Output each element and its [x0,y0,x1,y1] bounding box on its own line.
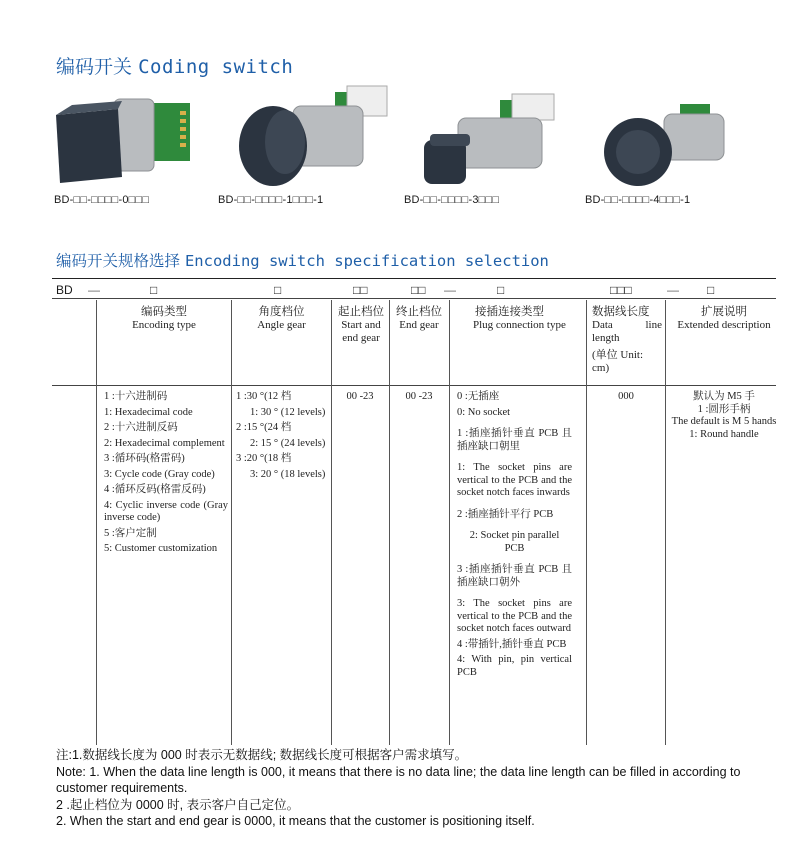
title-zh: 编码开关 [56,56,133,78]
list-item: 2 :插座插针平行 PCB [457,508,554,520]
code-box-start: □□ [353,283,368,297]
col-divider [231,300,232,745]
header-bottom-rule [52,385,776,386]
model-code-3: BD-□□-□□□□-3□□□ [404,194,500,206]
model-code-0: BD-□□-□□□□-0□□□ [54,194,150,206]
header-extended-description: 扩展说明 Extended description [677,306,771,331]
list-item: 1: The socket pins are vertical to the PCB and the socket notch faces inwards [457,462,572,498]
cell-angle-gears [236,391,328,484]
code-box-angle: □ [274,283,282,297]
list-item: 3: The socket pins are vertical to the PCB and the socket notch faces outward [457,598,572,634]
cell-dataline-value: 000 [618,391,634,402]
code-dash: — [88,283,100,297]
col-divider [389,300,390,745]
list-item: 3 :20 °(18 档 [236,453,292,464]
cell-start-value: 00 -23 [346,391,374,402]
code-box-extended: □ [707,283,715,297]
notes [56,747,786,830]
list-item: 默认为 M5 手 [693,391,755,402]
code-box-end: □□ [411,283,426,297]
header-plug-connection: 接插连接类型 Plug connection type [473,306,566,331]
product-image-1 [235,80,395,190]
title-zh: 编码开关规格选择 [56,252,181,270]
note-line: 注:1.数据线长度为 000 时表示无数据线; 数据线长度可根据客户需求填写。 [56,748,468,762]
model-code-1: BD-□□-□□□□-1□□□-1 [218,194,324,206]
code-dash: — [667,283,679,297]
col-divider [586,300,587,745]
list-item: 4 :带插针,插针垂直 PCB [457,638,567,650]
list-item: 1: Hexadecimal code [104,406,193,418]
col-divider [96,300,97,745]
note-line: 2. When the start and end gear is 0000, it means that the customer is positioning itself. [56,814,535,828]
list-item: 1 :圆形手柄 [697,403,751,415]
col-divider [449,300,450,745]
cell-plug-types [457,391,572,682]
list-item: 3 :循环码(格雷码) [104,453,185,464]
list-item: 1 :插座插针垂直 PCB 且插座缺口朝里 [457,428,572,452]
list-item: 3: Cycle code (Gray code) [104,468,215,480]
header-start-gear: 起止档位 Start and end gear [338,306,384,344]
table-top-rule [52,278,776,279]
title-en: Encoding switch specification selection [184,252,549,270]
section-title-spec-selection [56,249,549,271]
list-item: 1: Round handle [689,428,759,440]
list-item: 1 :十六进制码 [104,391,168,402]
product-image-4 [600,100,735,192]
product-image-3 [418,92,563,192]
list-item: 2 :15 °(24 档 [236,422,292,433]
header-data-line-length: 数据线长度 Data line length (单位 Unit: cm) [592,306,662,374]
header-end-gear: 终止档位 End gear [396,306,442,331]
list-item: 2 :十六进制反码 [104,422,178,433]
cell-encoding-types [104,391,228,559]
list-item: 1 :30 °(12 档 [236,391,292,402]
header-angle-gear: 角度档位 Angle gear [257,306,306,331]
col-divider [665,300,666,745]
note-line: 2 .起止档位为 0000 时, 表示客户自己定位。 [56,797,300,812]
note-line: Note: 1. When the data line length is 000, it means that there is no data line; the data line length can be filled in according to customer requirements. [56,764,741,795]
header-encoding-type: 编码类型 Encoding type [132,306,196,331]
code-prefix: BD [56,283,73,297]
code-row-rule [52,298,776,299]
list-item: 3 :插座插针垂直 PCB 且插座缺口朝外 [457,564,572,588]
list-item: 2: Hexadecimal complement [104,437,225,449]
list-item: 5: Customer customization [104,543,218,554]
list-item: 2: 15 ° (24 levels) [250,437,326,449]
code-dash: — [444,283,456,297]
list-item: 5 :客户定制 [104,527,157,539]
product-image-0 [52,85,212,190]
list-item: 2: Socket pin parallel PCB [469,530,560,554]
cell-extended-items [670,391,778,441]
list-item: 4 :循环反码(格雷反码) [104,484,206,495]
col-divider [331,300,332,745]
list-item: 0 :无插座 [457,391,500,402]
list-item: 0: No socket [457,406,511,418]
list-item: 3: 20 ° (18 levels) [250,468,326,480]
code-box-encoding: □ [150,283,158,297]
cell-end-value: 00 -23 [405,391,433,402]
list-item: The default is M 5 hands [671,416,777,427]
list-item: 4: Cyclic inverse code (Gray inverse code) [104,499,228,523]
model-code-4: BD-□□-□□□□-4□□□-1 [585,194,691,206]
code-box-plug: □ [497,283,505,297]
code-box-dataline: □□□ [610,283,632,297]
list-item: 4: With pin, pin vertical PCB [457,654,572,678]
section-title-coding-switch [56,52,293,79]
title-en: Coding switch [138,56,294,78]
list-item: 1: 30 ° (12 levels) [250,406,326,418]
